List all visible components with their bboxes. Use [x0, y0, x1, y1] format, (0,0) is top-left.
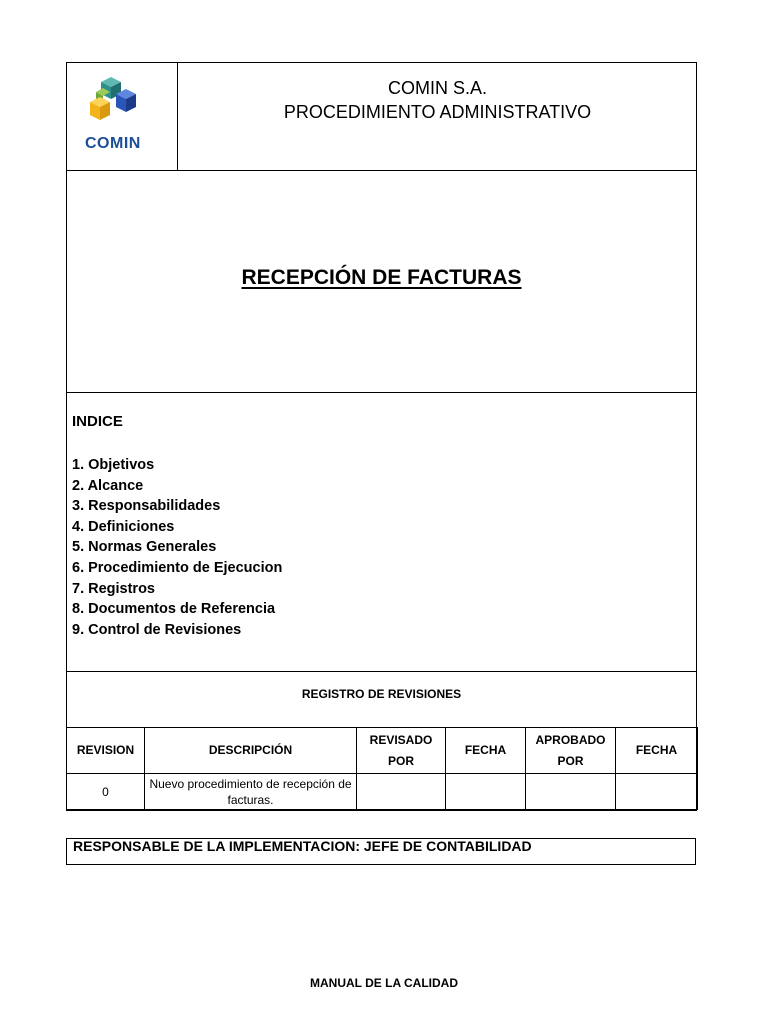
- index-item: 1. Objetivos: [72, 457, 155, 473]
- company-name: COMIN S.A.: [387, 78, 487, 98]
- document-type: PROCEDIMIENTO ADMINISTRATIVO: [283, 102, 592, 122]
- column-header-aprobado-por: APROBADO POR: [526, 728, 616, 774]
- index-item: 4. Definiciones: [72, 518, 175, 535]
- revisions-title: REGISTRO DE REVISIONES: [301, 687, 462, 701]
- comin-logo-icon: [86, 72, 158, 134]
- column-header-fecha: FECHA: [616, 728, 698, 774]
- column-header-revision: REVISION: [67, 728, 145, 774]
- index-item: 2. Alcance: [72, 477, 144, 494]
- column-header-descripcion: DESCRIPCIÓN: [145, 728, 357, 774]
- index-item: 7. Registros: [72, 580, 155, 597]
- cell-revisado-por: [357, 774, 446, 810]
- cell-descripcion: Nuevo procedimiento de recepción de facturas.: [145, 774, 357, 810]
- index-divider: [66, 671, 697, 672]
- header-divider: [66, 170, 697, 171]
- cell-revision: 0: [67, 774, 145, 810]
- logo-cell: [66, 62, 178, 171]
- page-title: RECEPCIÓN DE FACTURAS: [241, 266, 522, 289]
- index-item: 6. Procedimiento de Ejecucion: [72, 559, 283, 576]
- index-heading: INDICE: [72, 413, 123, 430]
- responsable-box: [66, 838, 696, 865]
- index-item: 5. Normas Generales: [72, 539, 217, 556]
- footer-text: MANUAL DE LA CALIDAD: [310, 976, 458, 990]
- index-item: 8. Documentos de Referencia: [72, 601, 276, 618]
- index-list: [72, 455, 282, 640]
- index-item: 9. Control de Revisiones: [72, 621, 242, 638]
- cell-fecha: [446, 774, 526, 810]
- table-row: [67, 774, 698, 810]
- index-item: 3. Responsabilidades: [72, 498, 221, 515]
- cell-aprobado-por: [526, 774, 616, 810]
- revisions-table: [66, 727, 698, 810]
- column-header-fecha: FECHA: [446, 728, 526, 774]
- responsable-text: RESPONSABLE DE LA IMPLEMENTACION: JEFE DE CONTABILIDAD: [73, 838, 532, 854]
- cell-fecha: [616, 774, 698, 810]
- table-header-row: [67, 728, 698, 774]
- logo-text: COMIN: [85, 135, 141, 152]
- column-header-revisado-por: REVISADO POR: [357, 728, 446, 774]
- title-divider: [66, 392, 697, 393]
